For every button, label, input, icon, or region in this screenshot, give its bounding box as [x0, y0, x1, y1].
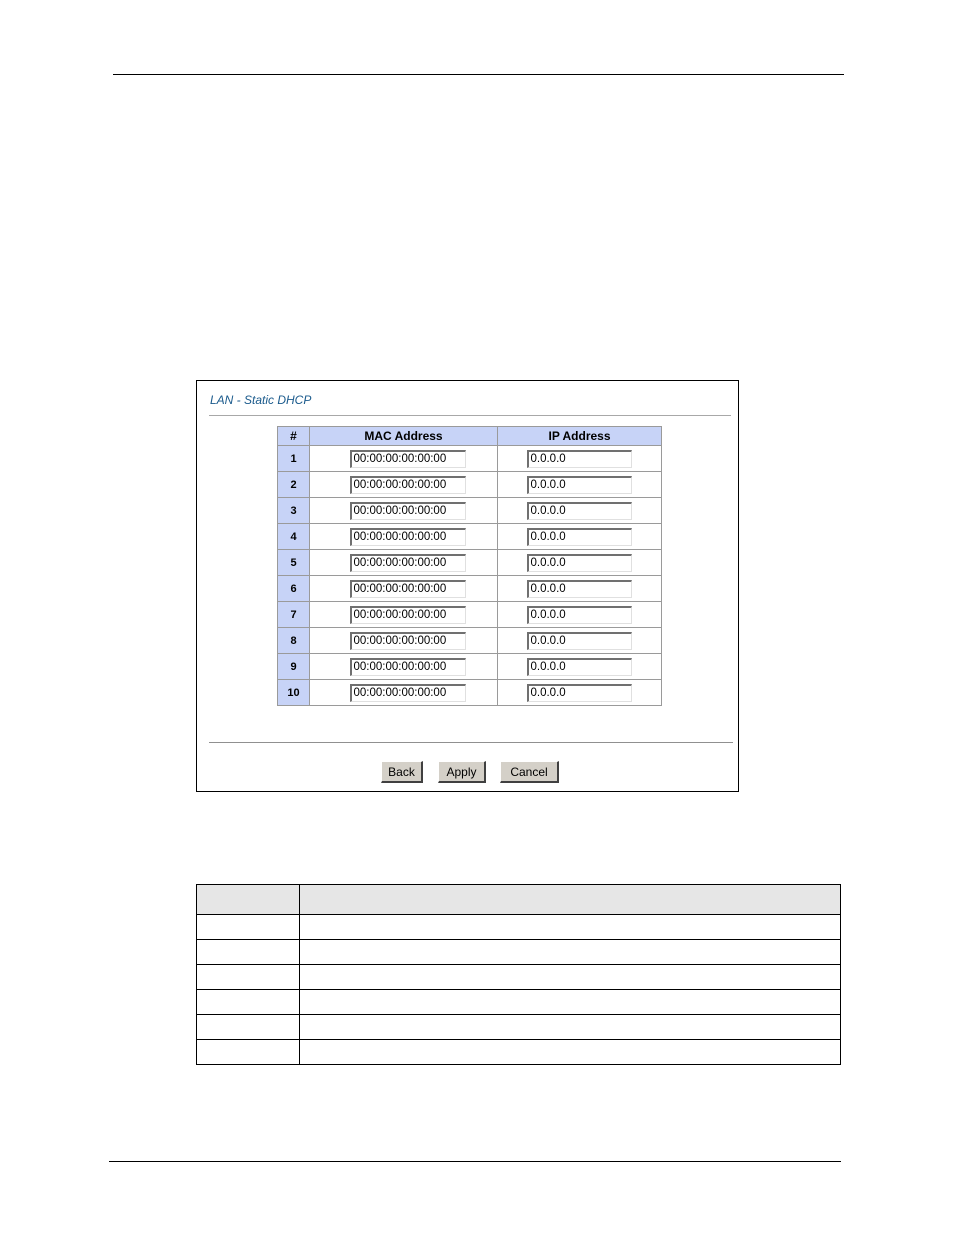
ip-address-wrapper [498, 554, 661, 572]
ip-address-wrapper [498, 632, 661, 650]
ip-address-input[interactable]: 0.0.0.0 [527, 684, 632, 702]
mac-address-input[interactable]: 00:00:00:00:00:00 [350, 580, 466, 598]
static-dhcp-table [277, 426, 662, 706]
mac-address-wrapper [310, 528, 497, 546]
mac-address-cell [310, 576, 498, 602]
mac-address-input[interactable]: 00:00:00:00:00:00 [350, 658, 466, 676]
desc-row [197, 1040, 841, 1065]
table-header-row [278, 427, 662, 446]
mac-address-cell [310, 654, 498, 680]
desc-row [197, 915, 841, 940]
desc-cell [197, 965, 300, 990]
ip-address-wrapper [498, 606, 661, 624]
table-body [278, 446, 662, 706]
ip-address-wrapper [498, 580, 661, 598]
mac-address-wrapper [310, 658, 497, 676]
desc-cell [300, 965, 841, 990]
mac-address-cell [310, 628, 498, 654]
mac-address-cell [310, 550, 498, 576]
mac-address-input[interactable]: 00:00:00:00:00:00 [350, 502, 466, 520]
mac-address-cell [310, 680, 498, 706]
ip-address-cell [498, 524, 662, 550]
ip-address-input[interactable]: 0.0.0.0 [527, 554, 632, 572]
desc-row [197, 990, 841, 1015]
description-table [196, 884, 841, 1065]
table-row [278, 602, 662, 628]
mac-address-cell [310, 446, 498, 472]
ip-address-wrapper [498, 502, 661, 520]
ip-address-cell [498, 550, 662, 576]
row-number: 3 [278, 498, 310, 524]
desc-cell [197, 1015, 300, 1040]
ip-address-wrapper [498, 476, 661, 494]
ip-address-cell [498, 498, 662, 524]
desc-cell [197, 1040, 300, 1065]
mac-address-wrapper [310, 502, 497, 520]
ip-address-input[interactable]: 0.0.0.0 [527, 658, 632, 676]
mac-address-input[interactable]: 00:00:00:00:00:00 [350, 632, 466, 650]
title-divider [209, 415, 731, 416]
ip-address-input[interactable]: 0.0.0.0 [527, 606, 632, 624]
ip-address-input[interactable]: 0.0.0.0 [527, 502, 632, 520]
ip-address-input[interactable]: 0.0.0.0 [527, 632, 632, 650]
row-number: 4 [278, 524, 310, 550]
ip-address-cell [498, 628, 662, 654]
screen-title: LAN - Static DHCP [210, 393, 312, 407]
cancel-button[interactable]: Cancel [500, 761, 559, 783]
row-number: 8 [278, 628, 310, 654]
desc-header-description [300, 885, 841, 915]
ip-address-input[interactable]: 0.0.0.0 [527, 476, 632, 494]
mac-address-wrapper [310, 554, 497, 572]
table-row [278, 550, 662, 576]
row-number: 9 [278, 654, 310, 680]
ip-address-cell [498, 472, 662, 498]
page-header-rule [113, 74, 844, 75]
mac-address-wrapper [310, 580, 497, 598]
row-number: 1 [278, 446, 310, 472]
row-number: 10 [278, 680, 310, 706]
desc-row [197, 940, 841, 965]
desc-cell [300, 940, 841, 965]
ip-address-cell [498, 602, 662, 628]
desc-row [197, 1015, 841, 1040]
ip-address-input[interactable]: 0.0.0.0 [527, 450, 632, 468]
mac-address-wrapper [310, 632, 497, 650]
ip-address-input[interactable]: 0.0.0.0 [527, 580, 632, 598]
desc-cell [300, 1040, 841, 1065]
ip-address-cell [498, 680, 662, 706]
desc-cell [300, 915, 841, 940]
table-row [278, 498, 662, 524]
table-row [278, 576, 662, 602]
page-footer-rule [109, 1161, 841, 1162]
ip-address-input[interactable]: 0.0.0.0 [527, 528, 632, 546]
desc-cell [197, 915, 300, 940]
row-number: 2 [278, 472, 310, 498]
desc-header-label [197, 885, 300, 915]
table-row [278, 524, 662, 550]
desc-header-row [197, 885, 841, 915]
mac-address-cell [310, 472, 498, 498]
ip-address-cell [498, 446, 662, 472]
button-divider [209, 742, 733, 743]
mac-address-input[interactable]: 00:00:00:00:00:00 [350, 450, 466, 468]
table-row [278, 654, 662, 680]
column-header-ip-address: IP Address [498, 427, 662, 446]
row-number: 7 [278, 602, 310, 628]
ip-address-cell [498, 576, 662, 602]
mac-address-cell [310, 498, 498, 524]
static-dhcp-screen [196, 380, 739, 792]
mac-address-wrapper [310, 450, 497, 468]
table-row [278, 472, 662, 498]
column-header-number: # [278, 427, 310, 446]
ip-address-cell [498, 654, 662, 680]
table-row [278, 628, 662, 654]
desc-cell [300, 990, 841, 1015]
desc-row [197, 965, 841, 990]
mac-address-cell [310, 602, 498, 628]
ip-address-wrapper [498, 450, 661, 468]
back-button[interactable]: Back [381, 761, 423, 783]
mac-address-input[interactable]: 00:00:00:00:00:00 [350, 554, 466, 572]
desc-cell [300, 1015, 841, 1040]
column-header-mac-address: MAC Address [310, 427, 498, 446]
table-row [278, 680, 662, 706]
row-number: 5 [278, 550, 310, 576]
mac-address-input[interactable]: 00:00:00:00:00:00 [350, 606, 466, 624]
mac-address-input[interactable]: 00:00:00:00:00:00 [350, 684, 466, 702]
mac-address-wrapper [310, 606, 497, 624]
ip-address-wrapper [498, 658, 661, 676]
mac-address-input[interactable]: 00:00:00:00:00:00 [350, 528, 466, 546]
mac-address-wrapper [310, 684, 497, 702]
mac-address-wrapper [310, 476, 497, 494]
ip-address-wrapper [498, 684, 661, 702]
mac-address-input[interactable]: 00:00:00:00:00:00 [350, 476, 466, 494]
desc-cell [197, 940, 300, 965]
mac-address-cell [310, 524, 498, 550]
desc-cell [197, 990, 300, 1015]
ip-address-wrapper [498, 528, 661, 546]
apply-button[interactable]: Apply [438, 761, 486, 783]
row-number: 6 [278, 576, 310, 602]
table-row [278, 446, 662, 472]
